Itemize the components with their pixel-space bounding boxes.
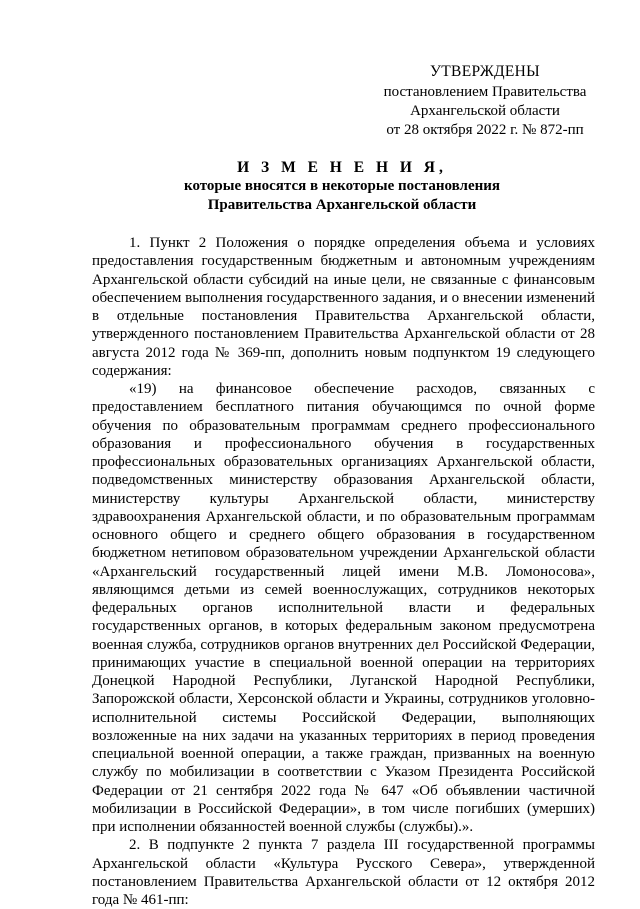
document-title: И З М Е Н Е Н И Я, bbox=[237, 159, 447, 176]
document-body bbox=[92, 234, 595, 909]
approval-line: постановлением Правительства bbox=[383, 84, 587, 100]
approval-line: Архангельской области bbox=[410, 103, 560, 119]
document-heading bbox=[92, 158, 592, 215]
approval-block bbox=[360, 62, 610, 140]
document-subtitle: которые вносятся в некоторые постановления bbox=[184, 178, 500, 194]
paragraph: 1. Пункт 2 Положения о порядке определения объема и условиях предоставления государственным бюджетным и автономным учреждениям Архангельской области субсидий на иные цели, не связанные с финансовым обеспечением выполнения государственного задания, и о внесении изменений в отдельные постановления Правительства Архангельской области, утвержденного постановлением Правительства Архангельской области от 28 августа 2012 года № 369-пп, дополнить новым подпунктом 19 следующего содержания: bbox=[92, 235, 595, 379]
approval-date-number: от 28 октября 2022 г. № 872-пп bbox=[386, 122, 584, 138]
document-subtitle: Правительства Архангельской области bbox=[207, 197, 477, 213]
paragraph: «19) на финансовое обеспечение расходов, связанных с предоставлением бесплатного питания обучающимся по очной форме обучения по образовательным программам среднего профессионального образования и профессионального обучения в государственных профессиональных образовательных организациях Архангельской области, подведомственных министерству образования Архангельской области, министерству культуры Архангельской области, министерству здравоохранения Архангельской области, и по образовательным программам основного общего и среднего общего образования в государственном бюджетном нетиповом образовательном учреждении Архангельской области «Архангельский государственный лицей имени М.В. Ломоносова», являющимся детьми из семей военнослужащих, сотрудников некоторых федеральных органов исполнительной власти и федеральных государственных органов, в которых федеральным законом предусмотрена военная служба, сотрудников органов внутренних дел Российской Федерации, принимающих участие в специальной военной операции на территориях Донецкой Народной Республики, Луганской Народной Республики, Запорожской области, Херсонской области и Украины, сотрудников уголовно-исполнительной системы Российской Федерации, выполняющих возложенные на них задачи на указанных территориях в период проведения специальной военной операции, а также граждан, призванных на военную службу по мобилизации в соответствии с Указом Президента Российской Федерации от 21 сентября 2022 года № 647 «Об объявлении частичной мобилизации в Российской Федерации», в том числе погибших (умерших) при исполнении обязанностей военной службы (службы).». bbox=[92, 381, 595, 835]
approval-title: УТВЕРЖДЕНЫ bbox=[430, 63, 540, 80]
paragraph: 2. В подпункте 2 пункта 7 раздела III государственной программы Архангельской области «Культура Русского Севера», утвержденной постановлением Правительства Архангельской области от 12 октября 2012 года № 461-пп: bbox=[92, 837, 595, 908]
